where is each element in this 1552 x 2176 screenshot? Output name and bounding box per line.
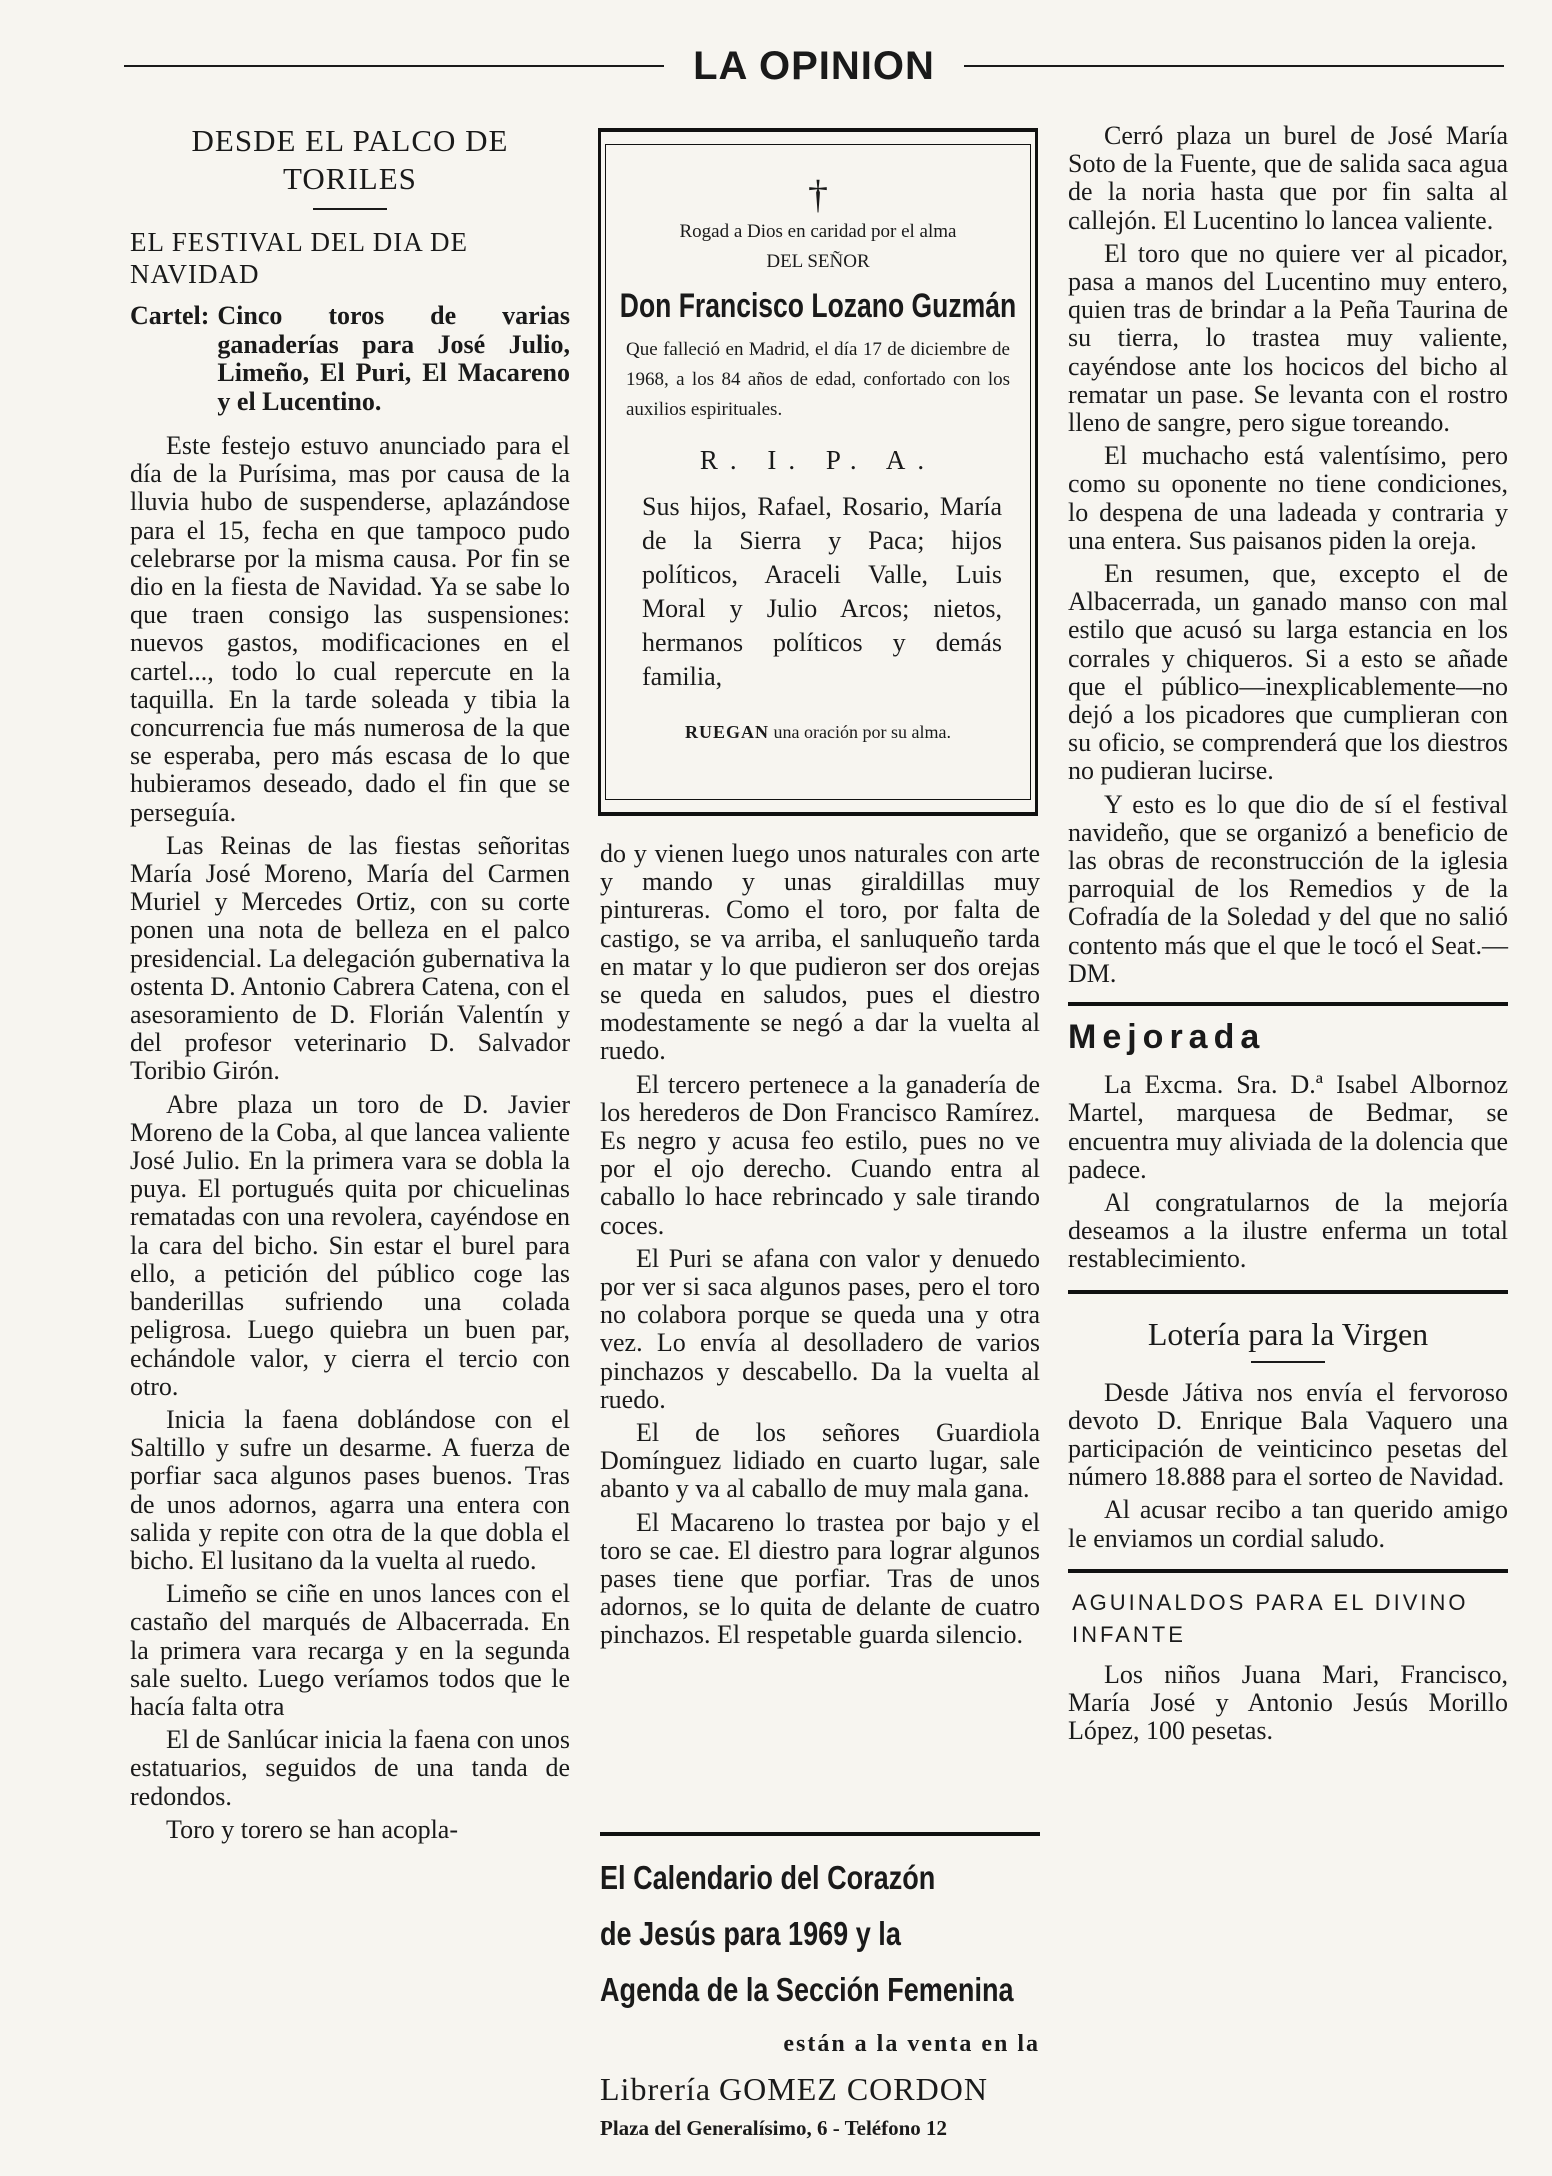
paragraph: Y esto es lo que dio de sí el festival navideño, que se organizó a beneficio de las obras de reconstrucción de la iglesia parroquial de los Remedios y de la Cofradía de la Soledad y del que no salió contento más que el que le tocó el Seat.—DM. [1068, 789, 1508, 988]
aguinaldos-title: AGUINALDOS PARA EL DIVINO INFANTE [1072, 1589, 1469, 1647]
obituary-prayer: Rogad a Dios en caridad por el alma [679, 221, 957, 242]
loteria-title: Lotería para la Virgen [1147, 1315, 1429, 1352]
obituary-inner-frame [605, 144, 1031, 800]
ruegan-text: una oración por su alma. [773, 722, 951, 742]
paragraph: El de Sanlúcar inicia la faena con unos estatuarios, seguidos de una tanda de redondos. [130, 1725, 570, 1811]
newspaper-title: LA OPINION [693, 44, 935, 88]
advert-libreria [600, 2068, 1040, 2110]
paragraph: Los niños Juana Mari, Francisco, María José y Antonio Jesús Morillo López, 100 pesetas. [1068, 1659, 1508, 1746]
paragraph: Toro y torero se han acopla- [166, 1814, 459, 1844]
paragraph: Desde Játiva nos envía el fervoroso devoto D. Enrique Bala Vaquero una participación de veinticinco pesetas del número 18.888 para el sorteo de Navidad. [1068, 1377, 1508, 1492]
paragraph: do y vienen luego unos naturales con arte y mando y unas giraldillas muy pintureras. Como el toro, por falta de castigo, se va arriba, el sanluqueño tarda en matar y lo que pudieron ser dos orejas se queda en saludos, pues el diestro modestamente se negó a dar la vuelta al ruedo. [600, 839, 1040, 1066]
libreria-prefix: Librería [600, 2071, 712, 2107]
cartel-label: Cartel: [130, 301, 210, 330]
advert-line-3: Agenda de la Sección Femenina [600, 1971, 1014, 2008]
title-divider [313, 208, 387, 210]
paragraph: Al congratularnos de la mejoría deseamos a la ilustre enferma un total restablecimiento. [1068, 1187, 1508, 1274]
article-title: DESDE EL PALCO DE TORILES [191, 123, 509, 196]
cartel-text: Cinco toros de varias ganaderías para José Julio, Limeño, El Puri, El Macareno y el Lucentino. [217, 301, 570, 416]
paragraph: El toro que no quiere ver al picador, pasa a manos del Lucentino muy entero, quien tras de brindar a la Peña Taurina de su tierra, lo trastea muy valiente, cayéndose ante los hocicos del bicho al rematar un pase. Se levanta con el rostro lleno de sangre, pero sigue toreando. [1068, 238, 1508, 438]
cross-icon: † [808, 172, 828, 217]
paragraph: Este festejo estuvo anunciado para el día de la Purísima, mas por causa de la lluvia hubo de suspenderse, aplazándose para el 15, fecha en que tampoco pudo celebrarse por la misma causa. Por fin se dio en la fiesta de Navidad. Ya se sabe lo que traen consigo las suspensiones: nuevos gastos, modificaciones en el cartel..., todo lo cual repercute en la taquilla. En la tarde soleada y tibia la concurrencia fue más numerosa de la que se esperaba, pero más escasa de lo que hubieramos deseado, dado el fin que se perseguía. [130, 431, 570, 827]
article-subtitle: EL FESTIVAL DEL DIA DE NAVIDAD [130, 227, 468, 289]
paragraph: Abre plaza un toro de D. Javier Moreno de la Coba, al que lancea valiente José Julio. En la primera vara se dobla la puya. El portugués quita por chicuelinas rematadas con una revolera, cayéndose en la cara del bicho. Sin estar el burel para ello, a petición del público coge las banderillas sufriendo una colada peligrosa. Luego quiebra un buen par, echándole valor, y cierra el tercio con otro. [130, 1089, 570, 1401]
obituary-ripa: R. I. P. A. [699, 445, 937, 475]
paragraph: Inicia la faena doblándose con el Saltillo y sufre un desarme. A fuerza de porfiar saca algunos pases buenos. Tras de unos adornos, agarra una entera con salida y repite con otra de la que dobla el bicho. El lusitano da la vuelta al ruedo. [130, 1404, 570, 1575]
obituary-details: Que falleció en Madrid, el día 17 de diciembre de 1968, a los 84 años de edad, confortado con los auxilios espirituales. [626, 339, 1010, 420]
calendar-advert [600, 1832, 1040, 2141]
paragraph: Las Reinas de las fiestas señoritas María José Moreno, María del Carmen Muriel y Mercedes Ortiz, con su corte ponen una nota de belleza en el palco presidencial. La delegación gubernativa la ostenta D. Antonio Cabrera Catena, con el asesoramiento de D. Florián Valentín y del profesor veterinario D. Salvador Toribio Girón. [130, 830, 570, 1086]
cartel [130, 302, 570, 416]
obituary-box [598, 128, 1038, 816]
loteria-divider [1251, 1361, 1325, 1363]
paragraph: La Excma. Sra. D.ª Isabel Albornoz Martel, marquesa de Bedmar, se encuentra muy aliviada de la dolencia que padece. [1068, 1070, 1508, 1184]
column-middle [600, 840, 1040, 1650]
paragraph: En resumen, que, excepto el de Albacerrada, un ganado manso con mal estilo que acusó su larga estancia en los corrales y chiqueros. Si a esto se añade que el público—inexplicablemente—no dejó a los picadores que cumplieran con su oficio, se comprenderá que los diestros no pudieran lucirse. [1068, 559, 1508, 786]
paragraph: El de los señores Guardiola Domínguez lidiado en cuarto lugar, sale abanto y va al caballo de muy mala gana. [600, 1418, 1040, 1504]
paragraph: Al acusar recibo a tan querido amigo le enviamos un cordial saludo. [1068, 1495, 1508, 1553]
obituary-name: Don Francisco Lozano Guzmán [619, 287, 1017, 325]
paragraph: El Macareno lo trastea por bajo y el toro se cae. El diestro para lograr algunos pases tiene que porfiar. Tras de unos adornos, se lo quita de delante de cuatro pinchazos. El respetable guarda silencio. [600, 1507, 1040, 1650]
mejorada-title: Mejorada [1068, 1018, 1266, 1057]
ruegan-word: RUEGAN [685, 722, 770, 742]
libreria-name: GOMEZ CORDON [719, 2071, 988, 2107]
advert-address: Plaza del Generalísimo, 6 - Teléfono 12 [600, 2116, 948, 2140]
advert-line-1: El Calendario del Corazón [600, 1859, 936, 1896]
paragraph: El Puri se afana con valor y denuedo por ver si saca algunos pases, pero el toro no colabora porque se queda una y otra vez. Lo envía al desolladero de varios pinchazos y descabello. Da la vuelta al ruedo. [600, 1243, 1040, 1414]
loteria-rule [1068, 1290, 1508, 1294]
paragraph: Limeño se ciñe en unos lances con el castaño del marqués de Albacerrada. En la primera vara recarga y en la segunda sale suelto. Luego veríamos todos que le hacía falta otra [130, 1579, 570, 1721]
advert-rule [600, 1832, 1040, 1836]
masthead-rule-right [964, 65, 1504, 67]
aguinaldos-rule [1068, 1569, 1508, 1573]
obituary-del-senor: DEL SEÑOR [766, 251, 870, 272]
advert-venta: están a la venta en la [783, 2031, 1040, 2057]
paragraph: El tercero pertenece a la ganadería de los herederos de Don Francisco Ramírez. Es negro y acusa feo estilo, pues no ve por el ojo derecho. Cuando entra al caballo lo hace rebrincado y sale tirando coces. [600, 1069, 1040, 1240]
paragraph: El muchacho está valentísimo, pero como su oponente no tiene condiciones, lo despena de una ladeada y contraria y una entera. Sus paisanos piden la oreja. [1068, 441, 1508, 555]
column-left [130, 122, 570, 1844]
mejorada-rule [1068, 1002, 1508, 1006]
obituary-ruegan [606, 722, 1030, 743]
advert-line-2: de Jesús para 1969 y la [600, 1915, 901, 1952]
paragraph: Cerró plaza un burel de José María Soto de la Fuente, que de salida saca agua de la noria hasta que por fin salta al callejón. El Lucentino lo lancea valiente. [1068, 121, 1508, 235]
column-right [1068, 122, 1508, 1745]
masthead [124, 38, 1504, 94]
obituary-family: Sus hijos, Rafael, Rosario, María de la Sierra y Paca; hijos políticos, Araceli Valle, Luis Moral y Julio Arcos; nietos, hermanos políticos y demás familia, [642, 492, 1002, 691]
